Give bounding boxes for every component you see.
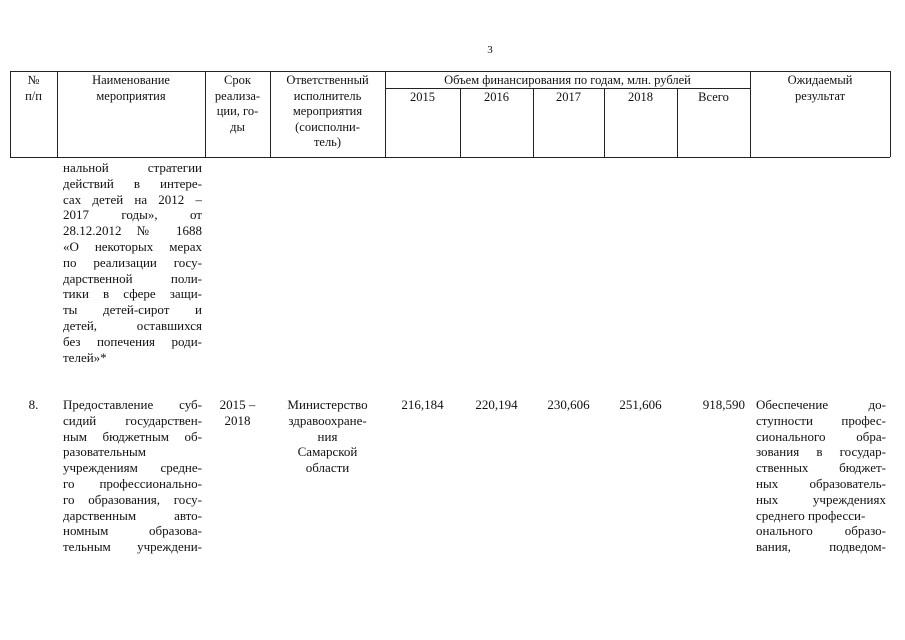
- header-col-executor: Ответственный исполнитель мероприятия (соисполни- тель): [286, 73, 369, 149]
- row-8-value-total: 918,590: [702, 397, 745, 412]
- row-8-value-2018: 251,606: [619, 397, 662, 412]
- row-8-executor: Министерство здравоохране- ния Самарской области: [287, 397, 368, 476]
- header-year-2018: 2018: [628, 90, 653, 104]
- row-8-number: 8.: [28, 397, 39, 412]
- row-8-value-2016: 220,194: [475, 397, 518, 412]
- header-year-2017: 2017: [556, 90, 581, 104]
- page-number: 3: [487, 44, 493, 56]
- header-total: Всего: [698, 90, 729, 104]
- header-year-2016: 2016: [484, 90, 509, 104]
- row-8-value-2017: 230,606: [547, 397, 590, 412]
- row-8-term: 2015 – 2018: [219, 397, 256, 428]
- header-col-number: № п/п: [25, 73, 42, 103]
- header-year-2015: 2015: [410, 90, 435, 104]
- row-8-name: Предоставление суб- сидий государствен- ным бюджетным об- разовательным учреждениям средне- го профессионально- го образования, госу- дарственным авто- номным образова- тельным учреждени-: [63, 397, 202, 555]
- continued-row-text: нальной стратегии действий в интере- сах детей на 2012 – 2017 годы», от 28.12.2012 № 1688 «О некоторых мерах по реализации госу- дарственной поли- тики в сфере защи- ты детей-сирот и детей, оставшихся без попечения роди- телей»*: [63, 160, 202, 365]
- header-col-name: Наименование мероприятия: [92, 73, 170, 103]
- row-8-result: Обеспечение до- ступности профес- сионального обра- зования в государ- ственных бюджет- ных образователь- ных учреждениях среднего професси- онального образо- вания, подведом-: [756, 397, 886, 555]
- row-8-value-2015: 216,184: [401, 397, 444, 412]
- header-financing-group: Объем финансирования по годам, млн. рублей: [444, 73, 691, 87]
- header-col-result: Ожидаемый результат: [787, 73, 853, 103]
- header-col-term: Срок реализа- ции, го- ды: [214, 73, 261, 134]
